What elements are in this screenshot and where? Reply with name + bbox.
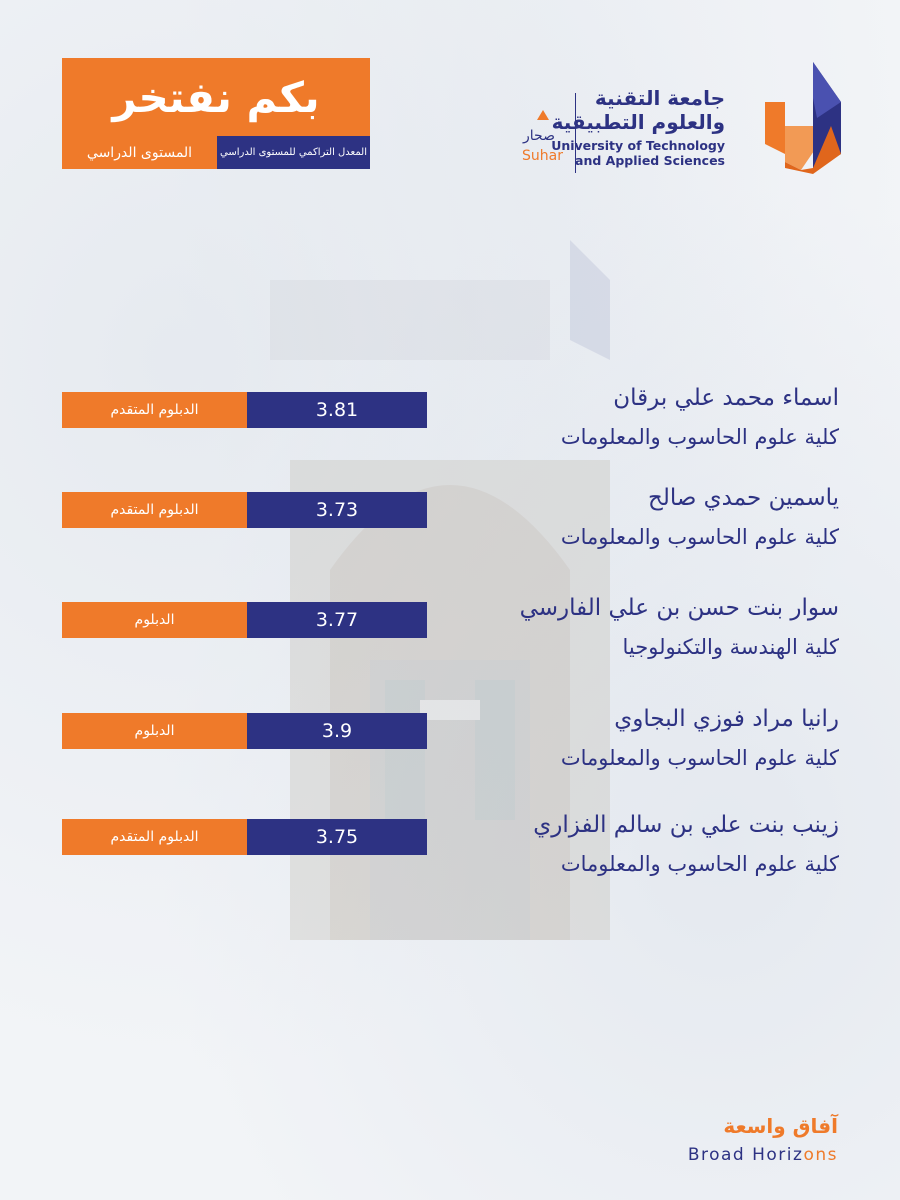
university-name-ar-line2: والعلوم التطبيقية xyxy=(551,110,725,134)
student-row xyxy=(62,594,852,684)
student-name: اسماء محمد علي برقان xyxy=(613,385,839,411)
university-name-en-line2: and Applied Sciences xyxy=(575,153,725,168)
student-stats xyxy=(62,602,427,638)
student-row xyxy=(62,811,852,901)
university-name-ar-line1: جامعة التقنية xyxy=(594,86,725,110)
branch-mark-icon xyxy=(535,106,551,126)
university-name-ar xyxy=(552,86,725,134)
student-level: الدبلوم المتقدم xyxy=(62,492,247,528)
student-row xyxy=(62,384,852,474)
student-name: زينب بنت علي بن سالم الفزاري xyxy=(533,812,839,838)
student-stats xyxy=(62,713,427,749)
university-emblem-icon xyxy=(761,58,845,174)
branch-name-en: Suhar xyxy=(522,148,563,164)
student-college: كلية علوم الحاسوب والمعلومات xyxy=(560,746,839,770)
student-college: كلية علوم الحاسوب والمعلومات xyxy=(560,425,839,449)
student-college: كلية الهندسة والتكنولوجيا xyxy=(622,635,839,659)
student-level: الدبلوم xyxy=(62,602,247,638)
student-gpa: 3.9 xyxy=(247,713,427,749)
student-name: رانيا مراد فوزي البجاوي xyxy=(614,706,839,732)
student-name: سوار بنت حسن بن علي الفارسي xyxy=(519,595,839,621)
student-gpa: 3.77 xyxy=(247,602,427,638)
student-gpa: 3.73 xyxy=(247,492,427,528)
student-name: ياسمين حمدي صالح xyxy=(647,485,839,511)
university-logo xyxy=(465,58,845,178)
slogan-ar: آفاق واسعة xyxy=(723,1114,838,1138)
slogan-en-main: Broad Horiz xyxy=(687,1145,804,1165)
slogan-en xyxy=(688,1145,838,1165)
page-title: بكم نفتخر xyxy=(62,58,370,136)
student-gpa: 3.81 xyxy=(247,392,427,428)
student-level: الدبلوم المتقدم xyxy=(62,819,247,855)
student-college: كلية علوم الحاسوب والمعلومات xyxy=(560,525,839,549)
student-level: الدبلوم xyxy=(62,713,247,749)
student-stats xyxy=(62,819,427,855)
badge-legend xyxy=(62,136,370,169)
university-name-en xyxy=(551,138,725,168)
header-badge xyxy=(62,58,370,169)
student-college: كلية علوم الحاسوب والمعلومات xyxy=(560,852,839,876)
student-stats xyxy=(62,392,427,428)
student-stats xyxy=(62,492,427,528)
student-level: الدبلوم المتقدم xyxy=(62,392,247,428)
branch-name-ar: صحار xyxy=(523,128,555,144)
student-gpa: 3.75 xyxy=(247,819,427,855)
slogan-en-accent: ons xyxy=(803,1145,838,1165)
student-row xyxy=(62,705,852,795)
level-legend: المستوى الدراسي xyxy=(62,136,217,169)
student-row xyxy=(62,484,852,574)
university-name-en-line1: University of Technology xyxy=(551,138,725,153)
gpa-legend: المعدل التراكمي للمستوى الدراسي xyxy=(217,136,370,169)
